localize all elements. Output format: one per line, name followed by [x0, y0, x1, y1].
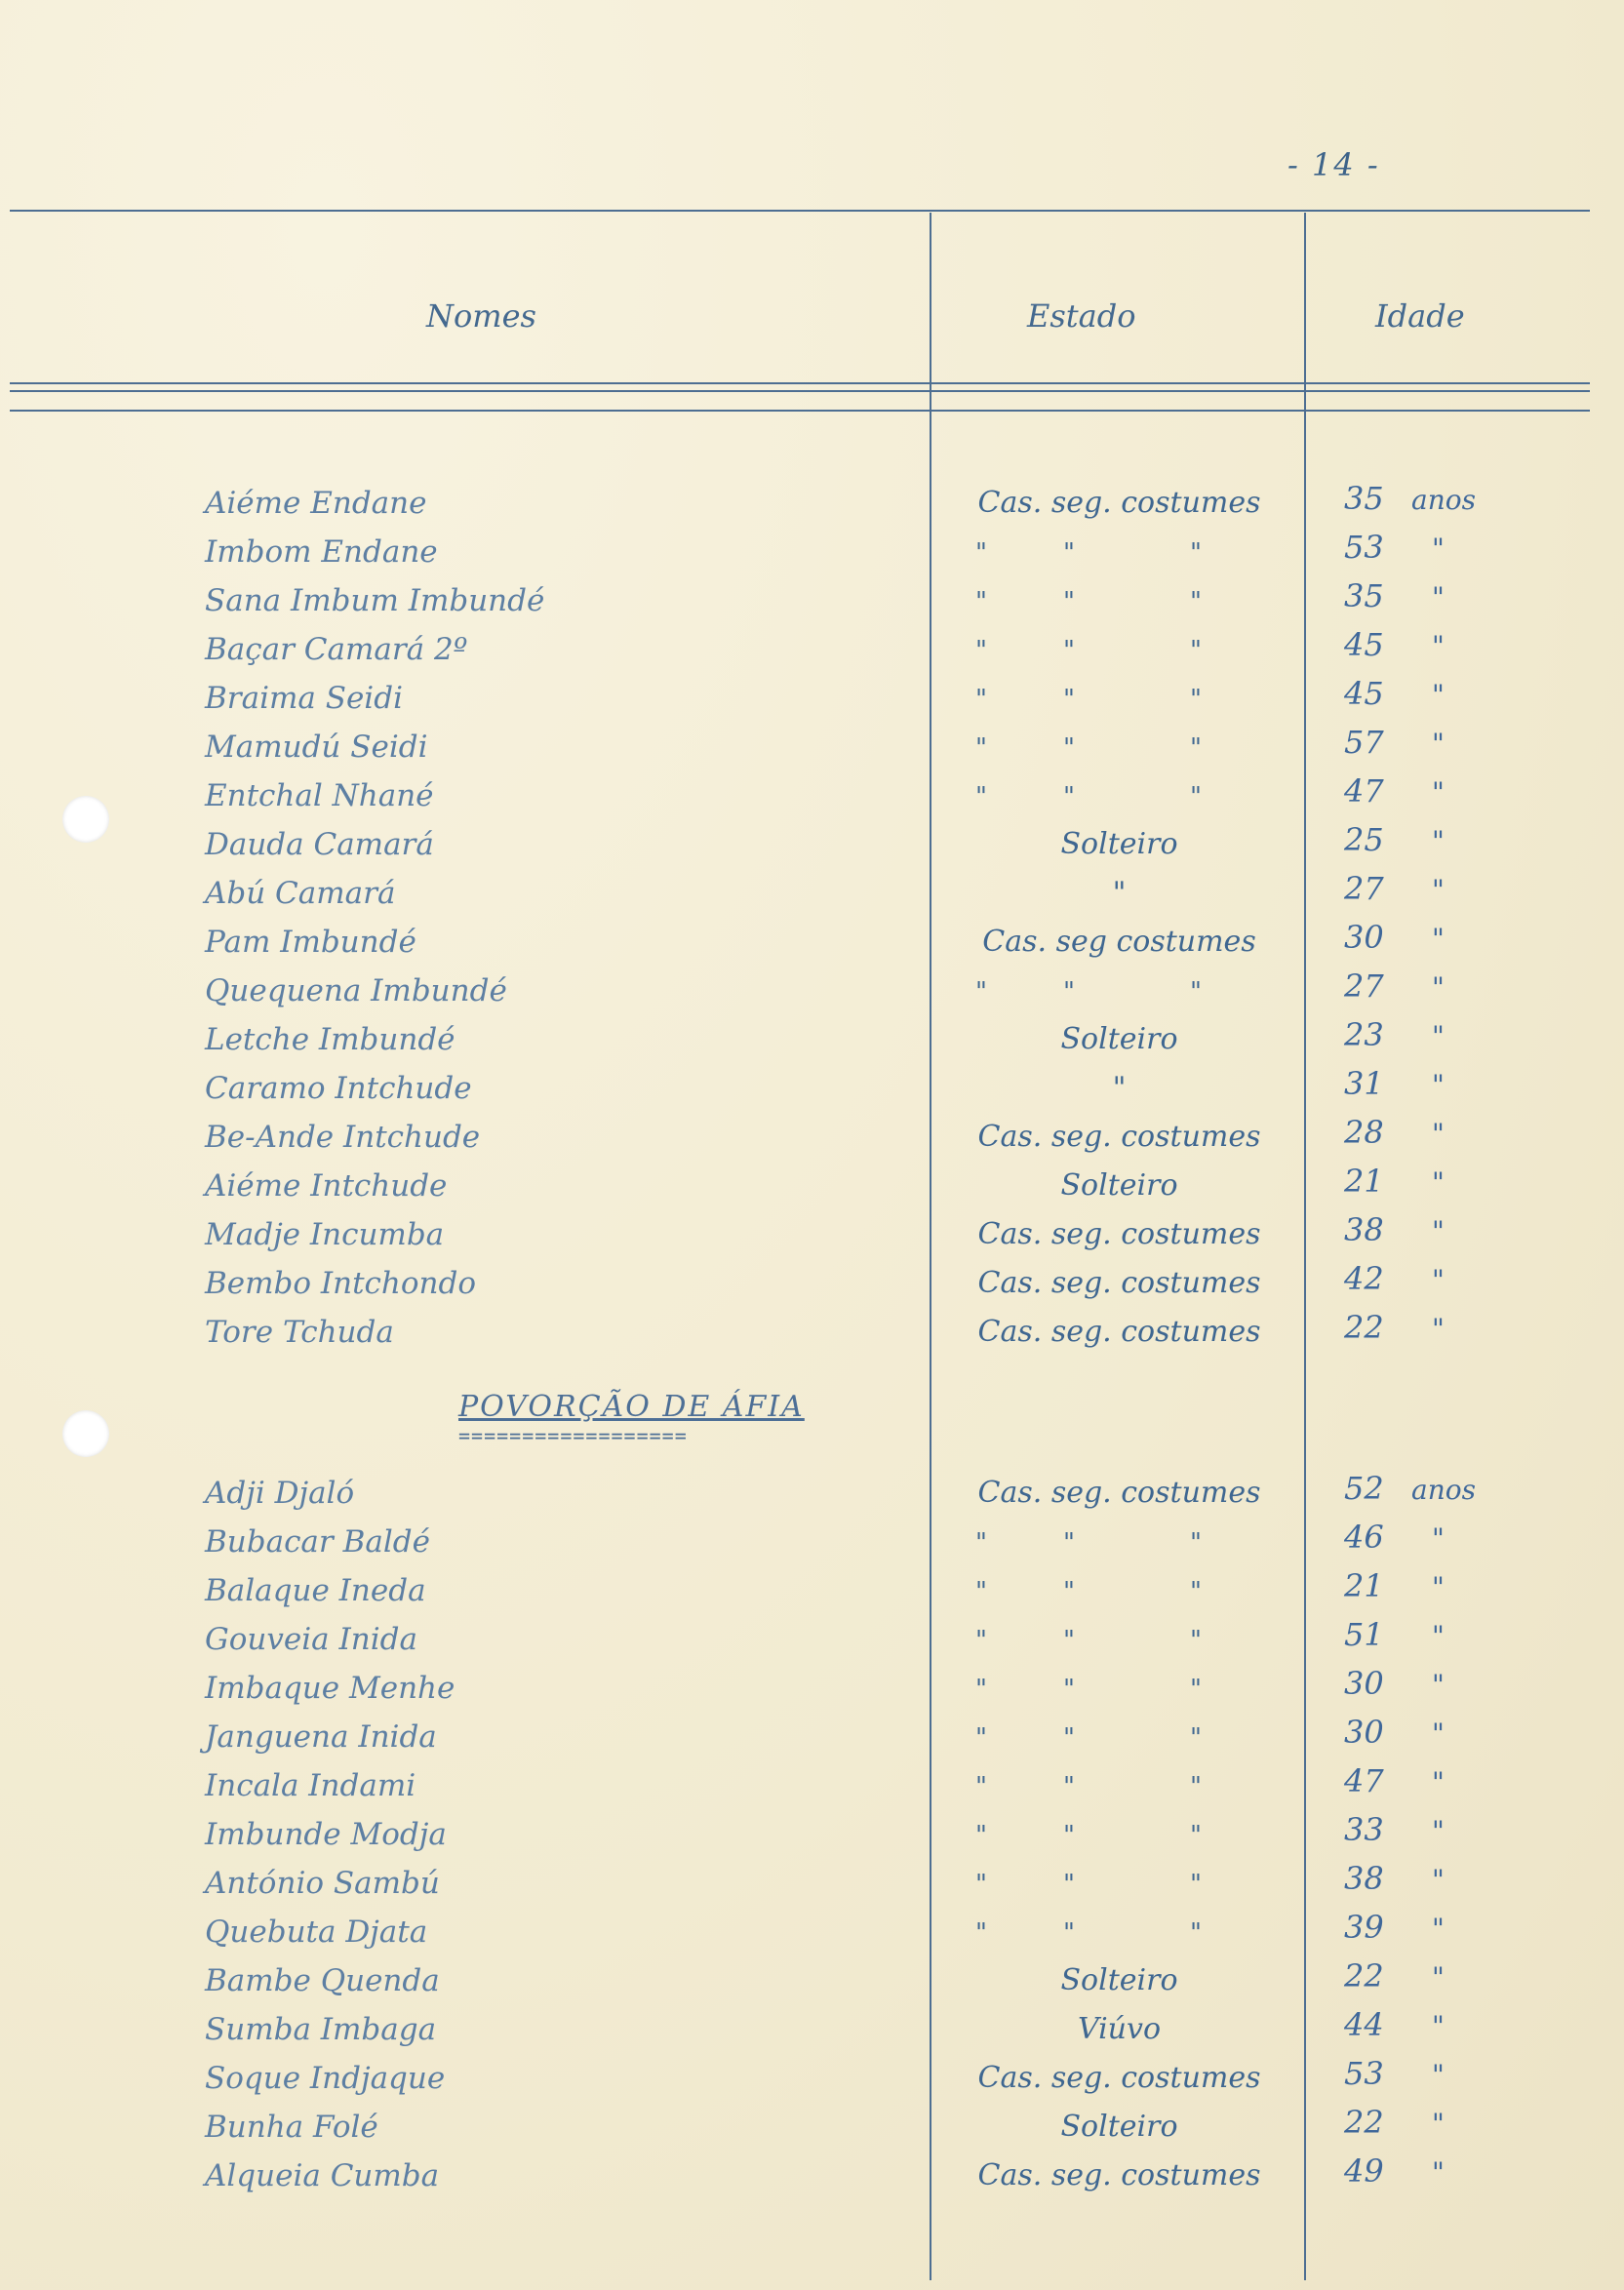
- ditto-mark: ": [1063, 636, 1075, 665]
- ditto-mark: ": [975, 733, 987, 763]
- row-idade: 22: [1344, 2104, 1384, 2141]
- ditto-mark: ": [1190, 1870, 1202, 1899]
- row-idade: 25: [1344, 821, 1384, 858]
- row-estado: Solteiro: [1060, 2110, 1178, 2144]
- row-unit: ": [1432, 2108, 1445, 2140]
- row-unit: ": [1432, 728, 1445, 760]
- ditto-mark: ": [1190, 538, 1202, 568]
- row-idade: 46: [1344, 1519, 1384, 1556]
- row-name: Entchal Nhané: [205, 778, 434, 813]
- row-name: Bembo Intchondo: [205, 1266, 477, 1301]
- row-idade: 47: [1344, 772, 1384, 809]
- row-unit: ": [1432, 1766, 1445, 1798]
- table-top-rule: [10, 210, 1590, 212]
- row-idade: 22: [1344, 1957, 1384, 1994]
- row-name: Sana Imbum Imbundé: [205, 583, 545, 618]
- column-divider-estado: [930, 213, 931, 2280]
- row-estado-ditto: [975, 587, 1248, 620]
- ditto-mark: ": [975, 1675, 987, 1704]
- row-unit: ": [1432, 1620, 1445, 1652]
- row-idade: 38: [1344, 1860, 1384, 1897]
- row-estado: Cas. seg. costumes: [977, 2061, 1261, 2095]
- row-estado: Solteiro: [1060, 827, 1178, 861]
- row-estado: Cas. seg. costumes: [977, 2158, 1261, 2192]
- row-unit: ": [1432, 630, 1445, 662]
- ditto-mark: ": [1063, 1918, 1075, 1948]
- row-name: Quebuta Djata: [205, 1915, 428, 1950]
- ditto-mark: ": [1190, 1528, 1202, 1558]
- row-name: Aiéme Endane: [205, 486, 427, 521]
- row-estado-ditto: [975, 1918, 1248, 1952]
- ditto-mark: ": [1063, 1723, 1075, 1753]
- ditto-mark: ": [1063, 1821, 1075, 1850]
- row-name: Braima Seidi: [205, 681, 403, 716]
- row-idade: 47: [1344, 1762, 1384, 1799]
- ditto-mark: ": [1190, 1675, 1202, 1704]
- row-unit: ": [1432, 581, 1445, 613]
- row-idade: 35: [1344, 480, 1384, 517]
- row-unit: ": [1432, 1961, 1445, 1994]
- row-unit: ": [1432, 1118, 1445, 1150]
- row-idade: 42: [1344, 1260, 1384, 1297]
- row-unit: ": [1432, 2010, 1445, 2042]
- row-name: Alqueia Cumba: [205, 2158, 440, 2193]
- row-estado-ditto: [975, 685, 1248, 718]
- header-bottom-rule: [10, 382, 1590, 384]
- row-unit: ": [1432, 1571, 1445, 1603]
- row-idade: 31: [1344, 1065, 1384, 1102]
- ditto-mark: ": [1063, 685, 1075, 714]
- ditto-mark: ": [975, 1772, 987, 1801]
- row-idade: 27: [1344, 870, 1384, 907]
- row-name: Sumba Imbaga: [205, 2012, 437, 2047]
- row-idade: 45: [1344, 626, 1384, 663]
- row-name: Baçar Camará 2º: [205, 632, 468, 667]
- row-estado: Solteiro: [1060, 1022, 1178, 1056]
- row-idade: 57: [1344, 724, 1384, 761]
- row-name: Imbaque Menhe: [205, 1671, 456, 1706]
- row-estado-ditto: [975, 1626, 1248, 1659]
- row-name: Be-Ande Intchude: [205, 1120, 481, 1155]
- row-estado: ": [1112, 876, 1127, 910]
- row-unit: ": [1432, 1864, 1445, 1896]
- ditto-mark: ": [1063, 733, 1075, 763]
- section-title: POVORÇÃO DE ÁFIA: [458, 1390, 805, 1424]
- row-unit: ": [1432, 923, 1445, 955]
- ditto-mark: ": [1063, 1626, 1075, 1655]
- row-idade: 30: [1344, 1714, 1384, 1751]
- row-estado: Solteiro: [1060, 1168, 1178, 1203]
- row-estado: ": [1112, 1071, 1127, 1105]
- ditto-mark: ": [975, 1577, 987, 1606]
- row-name: Aiéme Intchude: [205, 1168, 448, 1204]
- row-unit: ": [1432, 2156, 1445, 2189]
- row-unit: ": [1432, 533, 1445, 565]
- ditto-mark: ": [975, 685, 987, 714]
- ditto-mark: ": [1063, 587, 1075, 616]
- ditto-mark: ": [1190, 1821, 1202, 1850]
- section-underline: ==================: [458, 1424, 688, 1447]
- row-estado-ditto: [975, 1528, 1248, 1561]
- row-idade: 45: [1344, 675, 1384, 712]
- ditto-mark: ": [975, 977, 987, 1007]
- header-double-rule: [10, 410, 1590, 412]
- row-idade: 53: [1344, 2055, 1384, 2092]
- row-idade: 38: [1344, 1211, 1384, 1248]
- row-estado-ditto: [975, 1870, 1248, 1903]
- row-idade: 22: [1344, 1309, 1384, 1346]
- row-estado-ditto: [975, 636, 1248, 669]
- row-estado: Cas. seg. costumes: [977, 1217, 1261, 1251]
- row-idade: 21: [1344, 1567, 1384, 1604]
- ditto-mark: ": [1063, 782, 1075, 811]
- row-unit: ": [1432, 1069, 1445, 1101]
- row-idade: 49: [1344, 2152, 1384, 2190]
- row-unit: ": [1432, 776, 1445, 809]
- row-idade: 33: [1344, 1811, 1384, 1848]
- row-name: Incala Indami: [205, 1768, 416, 1803]
- row-unit: ": [1432, 874, 1445, 906]
- row-unit: ": [1432, 1718, 1445, 1750]
- row-estado: Cas. seg. costumes: [977, 1120, 1261, 1154]
- row-unit: anos: [1411, 1474, 1476, 1506]
- row-name: Madje Incumba: [205, 1217, 445, 1252]
- row-idade: 52: [1344, 1470, 1384, 1507]
- ditto-mark: ": [1063, 977, 1075, 1007]
- row-unit: ": [1432, 1669, 1445, 1701]
- row-estado: Cas. seg. costumes: [977, 1266, 1261, 1300]
- row-name: Dauda Camará: [205, 827, 434, 862]
- row-estado-ditto: [975, 1577, 1248, 1610]
- ditto-mark: ": [975, 1821, 987, 1850]
- ditto-mark: ": [975, 636, 987, 665]
- row-estado: Cas. seg. costumes: [977, 1476, 1261, 1510]
- ditto-mark: ": [1190, 782, 1202, 811]
- ditto-mark: ": [1190, 1772, 1202, 1801]
- punch-hole-bottom: [62, 1410, 109, 1457]
- row-estado-ditto: [975, 1723, 1248, 1757]
- ditto-mark: ": [1190, 587, 1202, 616]
- row-idade: 51: [1344, 1616, 1384, 1653]
- row-name: Abú Camará: [205, 876, 396, 911]
- row-estado: Cas. seg. costumes: [977, 486, 1261, 520]
- ditto-mark: ": [975, 1528, 987, 1558]
- row-name: Soque Indjaque: [205, 2061, 446, 2096]
- ditto-mark: ": [1190, 1626, 1202, 1655]
- header-estado: Estado: [1027, 297, 1136, 335]
- column-divider-idade: [1304, 213, 1306, 2280]
- ditto-mark: ": [1190, 733, 1202, 763]
- row-estado-ditto: [975, 733, 1248, 767]
- row-unit: ": [1432, 1166, 1445, 1199]
- row-name: Bunha Folé: [205, 2110, 378, 2145]
- row-name: Bambe Quenda: [205, 1963, 440, 1998]
- row-name: Imbunde Modja: [205, 1817, 447, 1852]
- row-idade: 23: [1344, 1016, 1384, 1053]
- row-unit: ": [1432, 971, 1445, 1004]
- row-idade: 35: [1344, 577, 1384, 614]
- ditto-mark: ": [975, 1918, 987, 1948]
- ditto-mark: ": [1190, 977, 1202, 1007]
- row-unit: ": [1432, 1020, 1445, 1052]
- ditto-mark: ": [1190, 1577, 1202, 1606]
- ditto-mark: ": [1063, 1870, 1075, 1899]
- row-estado-ditto: [975, 1821, 1248, 1854]
- row-estado: Solteiro: [1060, 1963, 1178, 1997]
- row-unit: ": [1432, 1264, 1445, 1296]
- header-idade: Idade: [1375, 297, 1465, 335]
- ditto-mark: ": [1063, 538, 1075, 568]
- row-name: Adji Djaló: [205, 1476, 355, 1511]
- row-name: Tore Tchuda: [205, 1315, 394, 1350]
- row-unit: ": [1432, 1313, 1445, 1345]
- ditto-mark: ": [1063, 1772, 1075, 1801]
- row-name: Letche Imbundé: [205, 1022, 456, 1057]
- ditto-mark: ": [975, 538, 987, 568]
- row-idade: 28: [1344, 1114, 1384, 1151]
- ditto-mark: ": [975, 587, 987, 616]
- ditto-mark: ": [975, 1723, 987, 1753]
- row-unit: ": [1432, 1815, 1445, 1847]
- row-idade: 39: [1344, 1909, 1384, 1946]
- header-bottom-rule-2: [10, 390, 1590, 392]
- row-unit: ": [1432, 2059, 1445, 2091]
- ditto-mark: ": [975, 782, 987, 811]
- row-name: Mamudú Seidi: [205, 730, 428, 765]
- ditto-mark: ": [975, 1626, 987, 1655]
- row-idade: 53: [1344, 529, 1384, 566]
- ditto-mark: ": [1190, 685, 1202, 714]
- row-idade: 21: [1344, 1163, 1384, 1200]
- row-unit: ": [1432, 679, 1445, 711]
- ditto-mark: ": [1190, 1918, 1202, 1948]
- row-unit: ": [1432, 1913, 1445, 1945]
- row-unit: ": [1432, 825, 1445, 857]
- row-estado: Cas. seg. costumes: [977, 1315, 1261, 1349]
- ditto-mark: ": [1190, 636, 1202, 665]
- row-name: Imbom Endane: [205, 534, 438, 570]
- row-estado-ditto: [975, 977, 1248, 1010]
- row-idade: 44: [1344, 2006, 1384, 2043]
- row-unit: ": [1432, 1522, 1445, 1555]
- row-unit: anos: [1411, 484, 1476, 516]
- row-name: Gouveia Inida: [205, 1622, 417, 1657]
- row-name: António Sambú: [205, 1866, 440, 1901]
- row-estado: Viúvo: [1077, 2012, 1162, 2046]
- row-name: Pam Imbundé: [205, 925, 416, 960]
- header-nomes: Nomes: [426, 297, 536, 335]
- row-idade: 27: [1344, 967, 1384, 1005]
- ditto-mark: ": [1063, 1528, 1075, 1558]
- row-name: Caramo Intchude: [205, 1071, 472, 1106]
- row-estado-ditto: [975, 538, 1248, 572]
- row-estado-ditto: [975, 1675, 1248, 1708]
- row-name: Janguena Inida: [205, 1719, 437, 1755]
- row-name: Bubacar Baldé: [205, 1524, 430, 1560]
- page-number: - 14 -: [1287, 146, 1380, 183]
- row-idade: 30: [1344, 1665, 1384, 1702]
- ditto-mark: ": [1190, 1723, 1202, 1753]
- ditto-mark: ": [975, 1870, 987, 1899]
- row-estado: Cas. seg costumes: [982, 925, 1256, 959]
- row-estado-ditto: [975, 782, 1248, 815]
- ditto-mark: ": [1063, 1577, 1075, 1606]
- punch-hole-top: [62, 796, 109, 843]
- row-unit: ": [1432, 1215, 1445, 1247]
- row-estado-ditto: [975, 1772, 1248, 1805]
- row-idade: 30: [1344, 919, 1384, 956]
- row-name: Quequena Imbundé: [205, 973, 507, 1008]
- ditto-mark: ": [1063, 1675, 1075, 1704]
- row-name: Balaque Ineda: [205, 1573, 426, 1608]
